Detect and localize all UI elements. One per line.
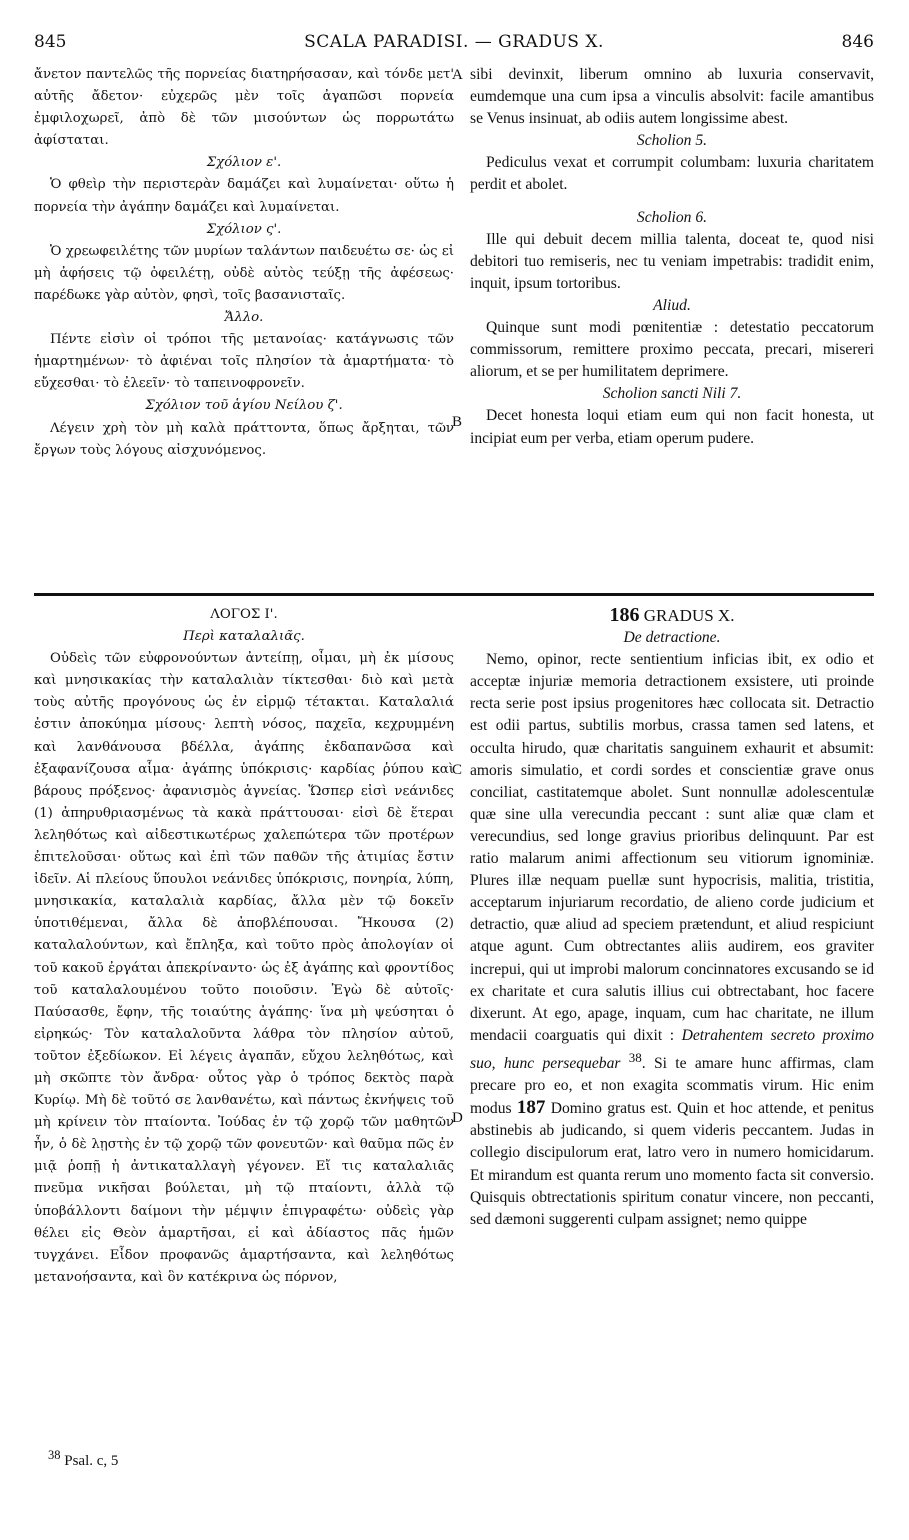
- greek-scholion-paragraph: Πέντε εἰσὶν οἱ τρόποι τῆς μετανοίας· κατάγνωσις τῶν ἡμαρτημένων· τὸ ἀφιέναι τοῖς πλησίον τὰ ἁμαρτήματα· τὸ εὔχεσθαι· τὸ ἐλεεῖν· τὸ ταπεινοφρονεῖν.: [34, 332, 454, 392]
- footnote: [48, 1448, 118, 1470]
- latin-scholion-paragraph: Quinque sunt modi pœnitentiæ : detestatio peccatorum commissorum, remittere proximo peccata, precari, misereri aliorum, et se per humilitatem deprimere.: [470, 319, 874, 381]
- margin-letter-d: D: [452, 1110, 463, 1126]
- section-divider: [34, 593, 874, 596]
- greek-scholion-paragraph: Ὁ χρεωφειλέτης τῶν μυρίων ταλάντων παιδευέτω σε· ὡς εἰ μὴ ἀφήσεις τῷ ὀφειλέτῃ, οὐδὲ αὐτὸς τεύξῃ τῆς ἀφέσεως· παρέδωκε γὰρ αὐτὸν, φησὶ, τοῖς βασανισταῖς.: [34, 243, 454, 303]
- greek-column-bottom: [34, 604, 454, 1289]
- greek-scholion-heading: Ἄλλο.: [224, 310, 264, 326]
- latin-scholion-heading: Scholion 6.: [636, 208, 708, 226]
- greek-chapter-body: Οὐδεὶς τῶν εὐφρονούντων ἀντείπῃ, οἶμαι, μὴ ἐκ μίσους καὶ μνησικακίας τὴν καταλαλιὰν τίκτεσθαι· διὸ καὶ μετὰ τοὺς αὐτῆς προγόνους ὡς ἐν εἱρμῷ τέτακται. Καταλαλιά ἐστιν ἀποκύημα μίσους· λεπτὴ νόσος, παχεῖα, κεχρυμμένη καὶ λανθάνουσα βδέλλα, ἀγάπης ἐκδαπανῶσα καὶ ἐξαφανίζουσα αἷμα· ἀγάπης ὑπόκρισις· καρδίας ῥύπου καὶ βάρους πρόξενος· ἀφανισμὸς ἁγνείας. Ὥσπερ εἰσὶ νεάνιδες (1) ἀπηρυθριασμένως τὰ κακὰ πράττουσαι· εἰσὶ δὲ ἕτεραι λεληθότως καὶ αἰδεστικωτέρως χαλεπώτερα τῶν προτέρων ἐπιτελοῦσαι· οὕτως καὶ ἐπὶ τῶν παθῶν τῆς ἀτιμίας ἔστιν ἰδεῖν. Αἱ πλείους ὕπουλοι νεάνιδες ὑπόκρισις, πονηρία, λύπη, μνησικακία, καταλαλιὰ καρδίας, ἄλλα μὲν τῷ δοκεῖν ὑποτιθέμεναι, ἄλλα δὲ ἀποβλέπουσαι. Ἤκουσα (2) καταλαλούντων, καὶ ἔπληξα, καὶ τοῦτο πρὸς ἀπολογίαν οἱ τοῦ κακοῦ ἐργάται ἀπεκρίναντο· ὡς ἐξ ἀγάπης καὶ φροντίδος τοῦ καταλαλουμένου τοῦτο ποιοῦσιν. Ἐγὼ δὲ αὐτοῖς· Παύσασθε, ἔφην, τῆς τοιαύτης ἀγάπης· ἵνα μὴ ψεύσηται ὁ εἰρηκώς· Τὸν καταλαλοῦντα λάθρα τὸν πλησίον αὐτοῦ, τοῦτον ἐξεδίωκον. Εἰ λέγεις ἀγαπᾶν, εὔχου λεληθότως, καὶ μὴ σκῶπτε τὸν ἄνδρα· οὗτος γὰρ ὁ τρόπος δεκτὸς παρὰ Κυρίῳ. Μὴ δὲ τοῦτό σε λανθανέτω, καὶ πάντως ἐκνήψεις τοῦ μὴ κρίνειν τὸν πταίοντα. Ἰούδας ἐν τῷ χορῷ τῶν μαθητῶν ἦν, ὁ δὲ λῃστὴς ἐν τῷ χορῷ τῶν φονευτῶν· καὶ θαῦμα πῶς ἐν μιᾷ ῥοπῇ ἡ ἀντικαταλλαγὴ γέγονεν. Εἴ τις καταλαλιᾶς πνεῦμα νικῆσαι βούλεται, μὴ τῷ πταίοντι, ἀλλὰ τῷ ὑποβάλλοντι δαίμονι τὴν μέμψιν ἐπιγραφέτω· οὐδεὶς γὰρ θέλει εἰς Θεὸν ἁμαρτῆσαι, εἰ καὶ ἀδίαστος πᾶς ἡμῶν τυγχάνει. Εἶδον προφανῶς ἁμαρτήσαντα, καὶ λεληθότως μετανοήσαντα, καὶ ὃν κατέκρινα ὡς πόρνον,: [34, 651, 454, 1285]
- running-header: [34, 32, 874, 58]
- latin-column-bottom: [470, 604, 874, 1231]
- inline-page-number: 187: [516, 1097, 546, 1119]
- greek-chapter-subheading: Περὶ καταλαλιᾶς.: [183, 629, 305, 645]
- greek-column-top: [34, 64, 454, 462]
- latin-body-part-3: Domino gratus est. Quin et hoc attende, et penitus abstinebis ab judicando, si quem videris peccantem. Judas in collegio discipulorum erat, latro vero in numero homicidarum. Et mirandum est quanta rerum uno momento facta sit conversio. Quisquis obtrectationis spiritum conatur vincere, non peccanti, sed dæmoni suggerenti culpam assignet; nemo quippe: [470, 1100, 874, 1228]
- page-number-right: 846: [841, 32, 874, 52]
- footnote-number: 38: [48, 1448, 61, 1462]
- greek-scholion-paragraph: Ὁ φθεὶρ τὴν περιστερὰν δαμάζει καὶ λυμαίνεται· οὕτω ἡ πορνεία τὴν ἀγάπην δαμάζει καὶ λυμαίνεται.: [34, 177, 454, 215]
- greek-scholion-heading: Σχόλιον ε'.: [206, 155, 282, 171]
- margin-letter-b: B: [452, 414, 463, 430]
- latin-chapter-heading: [470, 604, 874, 627]
- latin-scholion-paragraph: sibi devinxit, liberum omnino ab luxuria conservavit, eumdemque una cum ipsa a vinculis absolvit: facile amantibus se Venus insinuat, ab odiis autem longissime abest.: [470, 66, 874, 128]
- latin-scholion-paragraph: Pediculus vexat et corrumpit columbam: luxuria charitatem perdit et abolet.: [470, 154, 874, 194]
- greek-scholion-paragraph: Λέγειν χρὴ τὸν μὴ καλὰ πράττοντα, ὅπως ἄρξηται, τῶν ἔργων τοὺς λόγους αἰσχυνόμενος.: [34, 420, 454, 458]
- latin-heading-title: GRADUS X.: [643, 606, 735, 625]
- latin-body-part-2: . Si te amare hunc affirmas, clam precare pro eo, et non exagita scommatis virum. Hic enim modus: [470, 1055, 874, 1118]
- running-title: SCALA PARADISI. — GRADUS X.: [304, 32, 604, 52]
- greek-chapter-heading: ΛΟΓΟΣ Ι'.: [210, 607, 278, 622]
- latin-body-part-1: Nemo, opinor, recte sentientium inficias ibit, ex odio et acceptæ injuriæ memoria detractionem exsistere, uti proinde recta serie post ipsius progenitores hæc collocata sit. Detractio est odii partus, subtilis morbus, crassa tamen sed latens, et occulta hirudo, quæ charitatis sanguinem exhaurit et absumit: amoris simulatio, et cordi sordes et conscientiæ grave onus conciliat, castitatemque abolet. Sunt nonnullæ adolescentulæ quæ sine ulla verecundia peccant : sunt aliæ quæ clam et verecundius, sed longe gravius prioribus delinquunt. Par est ratio malarum animi affectionum seu vitiorum ignominiæ. Plures illæ nequam puellæ sunt hypocrisis, malitia, tristitia, acceptarum injuriarum recordatio, de alieno corde judicium et detractio, quæ aliud ad speciem prætendunt, et aliud respiciunt atque agunt. Cum obtrectantes aliis audirem, eos graviter increpui, qui ut improbi malorum concinnatores excusando se id ex charitate et cura salutis illius cui obtrectabant, hoc facere dixerunt. At ego, apage, inquam, cum hac charitate, ne illum mendacii coarguatis qui dixit :: [470, 651, 874, 1044]
- latin-chapter-subheading: De detractione.: [623, 629, 721, 647]
- latin-scholion-heading: Scholion 5.: [636, 132, 708, 150]
- greek-scholion-heading: Σχόλιον ς'.: [206, 221, 282, 237]
- footnote-reference: 38: [628, 1049, 642, 1065]
- greek-scholion-heading: Σχόλιον τοῦ ἁγίου Νείλου ζ'.: [145, 398, 343, 414]
- greek-scholion-paragraph: ἄνετον παντελῶς τῆς πορνείας διατηρήσασαν, καὶ τόνδε μετ' αὐτῆς ἄδετον· εὐχερῶς μὲν τοῖς ἀγαπῶσι πορνεία ἐμφιλοχωρεῖ, ἀπὸ δὲ τῶν μισούντων ὡς πορρωτάτω ἀφίσταται.: [34, 67, 454, 149]
- margin-letter-c: C: [452, 762, 463, 778]
- latin-heading-page-number: 186: [609, 604, 640, 626]
- latin-scholion-paragraph: Ille qui debuit decem millia talenta, doceat te, quod nisi debitori tuo remiseris, nec tu veniam impetrabis: tradidit enim, inquit, ipsum tortoribus.: [470, 230, 874, 292]
- page-number-left: 845: [34, 32, 67, 52]
- scripture-quote: Detrahentem secreto proximo suo, hunc persequebar: [470, 1026, 874, 1073]
- latin-scholion-heading: Aliud.: [653, 296, 691, 314]
- latin-scholion-spacer: [470, 197, 874, 207]
- margin-letter-a: A: [452, 67, 463, 83]
- latin-scholion-heading: Scholion sancti Nili 7.: [602, 385, 742, 403]
- latin-chapter-body: [470, 649, 874, 1231]
- footnote-text: Psal. c, 5: [64, 1453, 119, 1469]
- latin-scholion-paragraph: Decet honesta loqui etiam eum qui non facit honesta, ut incipiat eum per verba, etiam operum pudere.: [470, 407, 874, 447]
- latin-column-top: [470, 64, 874, 450]
